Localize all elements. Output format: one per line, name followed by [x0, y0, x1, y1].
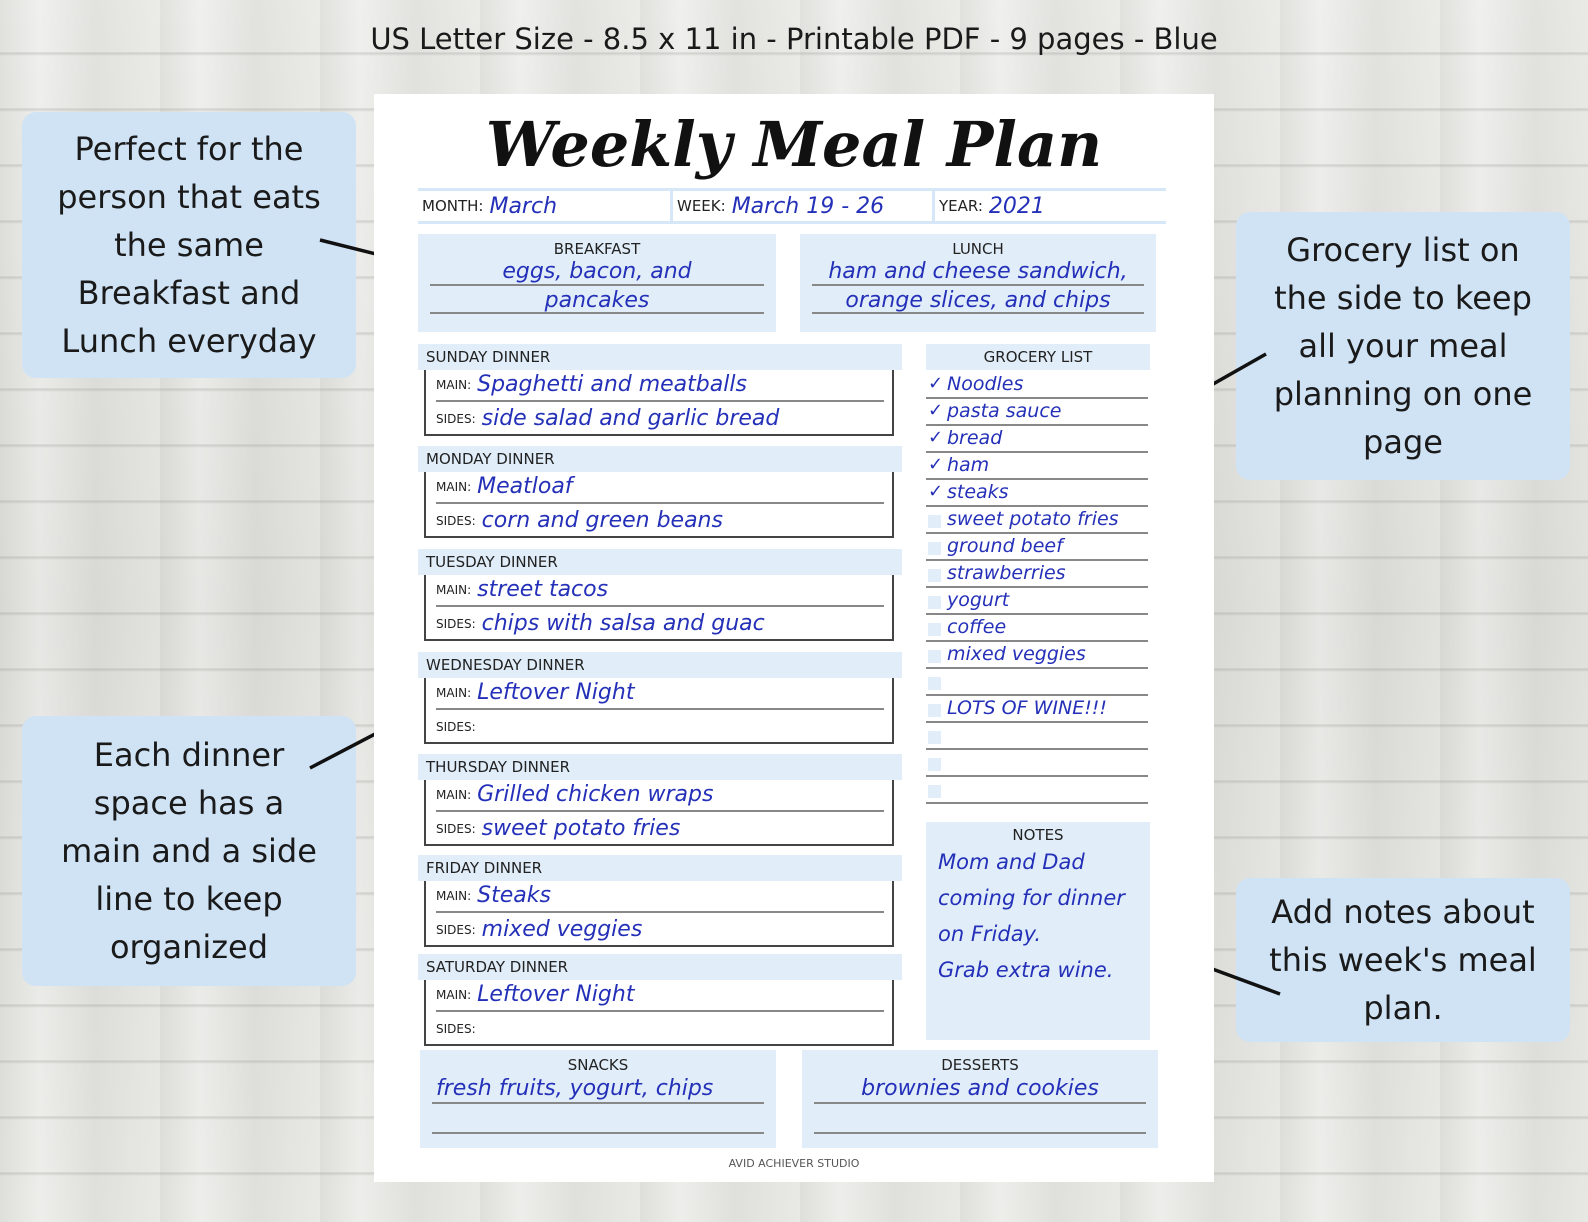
dinner-entry	[424, 980, 894, 1046]
sides-value: sweet potato fries	[481, 816, 681, 841]
main-label: MAIN:	[436, 686, 472, 700]
dinner-main-line[interactable]	[436, 370, 884, 402]
desserts-label: DESSERTS	[941, 1056, 1019, 1074]
sides-label: SIDES:	[436, 923, 476, 937]
dinner-entry	[424, 370, 894, 436]
grocery-item[interactable]	[926, 399, 1148, 426]
lunch-line: ham and cheese sandwich,	[812, 258, 1144, 286]
week-label: WEEK:	[677, 197, 726, 215]
dinner-day-label: TUESDAY DINNER	[418, 549, 902, 575]
notes-line: coming for dinner	[938, 886, 1125, 910]
sides-label: SIDES:	[436, 617, 476, 631]
callout-text: Grocery list on the side to keep all your meal planning on one page	[1273, 231, 1533, 461]
dinner-main-line[interactable]	[436, 678, 884, 710]
checkbox-icon[interactable]	[928, 596, 941, 609]
grocery-item-text: ham	[947, 454, 990, 476]
dinner-main-line[interactable]	[436, 472, 884, 504]
checkbox-icon[interactable]	[928, 731, 941, 744]
grocery-item[interactable]	[926, 750, 1148, 777]
dinner-sides-line[interactable]	[436, 607, 884, 639]
grocery-list-label: GROCERY LIST	[926, 344, 1150, 370]
grocery-item[interactable]	[926, 507, 1148, 534]
sides-label: SIDES:	[436, 412, 476, 426]
dinner-entry	[424, 472, 894, 538]
lunch-box[interactable]	[800, 234, 1156, 332]
grocery-item[interactable]	[926, 615, 1148, 642]
grocery-item-text: steaks	[947, 481, 1009, 503]
brand-footer: AVID ACHIEVER STUDIO	[728, 1157, 860, 1170]
sides-label: SIDES:	[436, 1022, 476, 1036]
month-value: March	[489, 193, 558, 219]
grocery-item-text: coffee	[947, 616, 1007, 638]
grocery-item-text: bread	[947, 427, 1003, 449]
sides-label: SIDES:	[436, 822, 476, 836]
dinner-entry	[424, 678, 894, 744]
breakfast-box[interactable]	[418, 234, 776, 332]
grocery-item-text: strawberries	[947, 562, 1066, 584]
date-info-bar	[418, 188, 1166, 224]
grocery-item[interactable]	[926, 588, 1148, 615]
notes-box[interactable]	[926, 822, 1150, 1040]
grocery-item[interactable]	[926, 669, 1148, 696]
grocery-item-text: Noodles	[947, 373, 1024, 395]
callout-text: Each dinner space has a main and a side line to keep organized	[61, 736, 317, 966]
callout-text: Add notes about this week's meal plan.	[1269, 893, 1537, 1027]
desserts-box[interactable]	[802, 1050, 1158, 1148]
month-field[interactable]	[418, 191, 670, 221]
month-label: MONTH:	[422, 197, 484, 215]
sides-label: SIDES:	[436, 514, 476, 528]
grocery-item-text: mixed veggies	[947, 643, 1086, 665]
dinner-entry	[424, 881, 894, 947]
main-value: Grilled chicken wraps	[477, 782, 714, 807]
sides-value: corn and green beans	[481, 508, 723, 533]
checkbox-icon[interactable]	[928, 569, 941, 582]
lunch-label: LUNCH	[952, 240, 1004, 258]
dinner-day-label: SATURDAY DINNER	[418, 954, 902, 980]
callout-text: Perfect for the person that eats the same Breakfast and Lunch everyday	[57, 130, 321, 360]
main-label: MAIN:	[436, 889, 472, 903]
breakfast-line: pancakes	[430, 286, 764, 314]
dinner-sides-line[interactable]	[436, 913, 884, 945]
dinner-sides-line[interactable]	[436, 402, 884, 434]
dinner-entry	[424, 575, 894, 641]
checkbox-icon[interactable]	[928, 758, 941, 771]
checkmark-icon[interactable]: ✓	[928, 373, 944, 394]
checkbox-icon[interactable]	[928, 650, 941, 663]
main-value: Leftover Night	[477, 982, 635, 1007]
main-label: MAIN:	[436, 480, 472, 494]
dinner-sides-line[interactable]	[436, 504, 884, 536]
main-value: street tacos	[477, 577, 609, 602]
dinner-sides-line[interactable]	[436, 1012, 884, 1044]
checkmark-icon[interactable]: ✓	[928, 481, 944, 502]
main-value: Meatloaf	[477, 474, 573, 499]
grocery-item-text: pasta sauce	[947, 400, 1062, 422]
notes-line: Grab extra wine.	[938, 958, 1114, 982]
grocery-item[interactable]	[926, 480, 1148, 507]
notes-label: NOTES	[1012, 826, 1064, 844]
lunch-line: orange slices, and chips	[812, 286, 1144, 314]
dinner-block	[418, 344, 894, 442]
snacks-line: fresh fruits, yogurt, chips	[432, 1074, 764, 1104]
dinner-sides-line[interactable]	[436, 812, 884, 844]
checkmark-icon[interactable]: ✓	[928, 400, 944, 421]
main-label: MAIN:	[436, 378, 472, 392]
desserts-line: brownies and cookies	[814, 1074, 1146, 1104]
planner-title: Weekly Meal Plan	[485, 108, 1103, 181]
grocery-item-text: yogurt	[947, 589, 1010, 611]
year-value: 2021	[988, 193, 1045, 219]
snacks-box[interactable]	[420, 1050, 776, 1148]
dinner-main-line[interactable]	[436, 881, 884, 913]
checkmark-icon[interactable]: ✓	[928, 427, 944, 448]
dinner-sides-line[interactable]	[436, 710, 884, 742]
snacks-label: SNACKS	[567, 1056, 629, 1074]
main-label: MAIN:	[436, 788, 472, 802]
dinner-block	[418, 754, 894, 852]
sides-value: mixed veggies	[481, 917, 643, 942]
grocery-item[interactable]	[926, 777, 1148, 804]
main-label: MAIN:	[436, 988, 472, 1002]
grocery-item[interactable]	[926, 696, 1148, 723]
checkbox-icon[interactable]	[928, 704, 941, 717]
main-value: Spaghetti and meatballs	[477, 372, 747, 397]
checkbox-icon[interactable]	[928, 542, 941, 555]
grocery-item[interactable]	[926, 372, 1148, 399]
grocery-item-text: LOTS OF WINE!!!	[947, 697, 1108, 719]
sides-label: SIDES:	[436, 720, 476, 734]
grocery-item-text: ground beef	[947, 535, 1063, 557]
dinner-main-line[interactable]	[436, 980, 884, 1012]
main-value: Leftover Night	[477, 680, 635, 705]
sides-value: chips with salsa and guac	[481, 611, 765, 636]
listing-header: US Letter Size - 8.5 x 11 in - Printable PDF - 9 pages - Blue	[370, 22, 1218, 56]
grocery-item[interactable]	[926, 534, 1148, 561]
dinner-day-label: FRIDAY DINNER	[418, 855, 902, 881]
dinner-day-label: WEDNESDAY DINNER	[418, 652, 902, 678]
grocery-item-text: sweet potato fries	[947, 508, 1119, 530]
checkbox-icon[interactable]	[928, 515, 941, 528]
dinner-day-label: SUNDAY DINNER	[418, 344, 902, 370]
notes-line: Mom and Dad	[938, 850, 1085, 874]
sides-value: side salad and garlic bread	[481, 406, 780, 431]
planner-page	[374, 94, 1214, 1182]
main-value: Steaks	[477, 883, 551, 908]
breakfast-line: eggs, bacon, and	[430, 258, 764, 286]
dinner-block	[418, 954, 894, 1052]
dinner-day-label: MONDAY DINNER	[418, 446, 902, 472]
dinner-block	[418, 652, 894, 750]
grocery-item[interactable]	[926, 723, 1148, 750]
breakfast-label: BREAKFAST	[553, 240, 641, 258]
year-label: YEAR:	[939, 197, 983, 215]
dinner-main-line[interactable]	[436, 575, 884, 607]
grocery-item[interactable]	[926, 561, 1148, 588]
checkbox-icon[interactable]	[928, 677, 941, 690]
grocery-item[interactable]	[926, 453, 1148, 480]
main-label: MAIN:	[436, 583, 472, 597]
checkbox-icon[interactable]	[928, 785, 941, 798]
dinner-entry	[424, 780, 894, 846]
checkmark-icon[interactable]: ✓	[928, 454, 944, 475]
checkbox-icon[interactable]	[928, 623, 941, 636]
year-field[interactable]	[932, 191, 1166, 221]
dinner-main-line[interactable]	[436, 780, 884, 812]
dinner-block	[418, 446, 894, 544]
snacks-line	[432, 1104, 764, 1134]
dinner-day-label: THURSDAY DINNER	[418, 754, 902, 780]
dinner-block	[418, 549, 894, 647]
desserts-line	[814, 1104, 1146, 1134]
grocery-item[interactable]	[926, 426, 1148, 453]
week-value: March 19 - 26	[731, 193, 885, 219]
notes-line: on Friday.	[938, 922, 1042, 946]
week-field[interactable]	[670, 191, 932, 221]
dinner-block	[418, 855, 894, 953]
grocery-item[interactable]	[926, 642, 1148, 669]
